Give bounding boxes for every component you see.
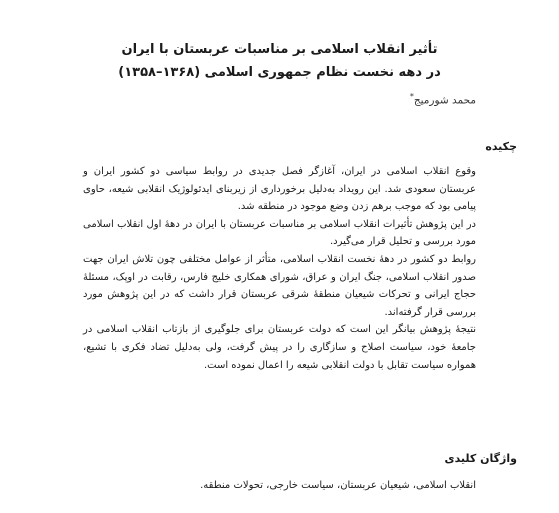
author-name xyxy=(410,92,476,107)
author-text: محمد شورمیج xyxy=(413,94,476,107)
abstract-paragraph-2: در این پژوهش تأثیرات انقلاب اسلامی بر مناسبات عربستان با ایران در دهۀ اول انقلاب اسلامی مورد بررسی و تحلیل قرار می‌گیرد. xyxy=(83,218,476,248)
title-line-2: در دهه نخست نظام جمهوری اسلامی (۱۳۶۸–۱۳۵۸) xyxy=(118,65,441,80)
abstract-heading: چکیده xyxy=(485,140,517,153)
keywords-list: انقلاب اسلامی، شیعیان عربستان، سیاست خارجی، تحولات منطقه. xyxy=(200,480,476,491)
abstract-paragraph-1: وقوع انقلاب اسلامی در ایران، آغازگر فصل جدیدی در روابط سیاسی دو کشور ایران و عربستان سعودی شد. این رویداد به‌دلیل برخورداری از زیربنای ایدئولوژیک انقلابی شیعه، حاوی پیامی بود که موجب برهم زدن وضع موجود در منطقه شد. xyxy=(83,166,476,213)
abstract-paragraph-3: روابط دو کشور در دهۀ نخست انقلاب اسلامی، متأثر از عوامل مختلفی چون تلاش ایران جهت صدور انقلاب اسلامی، جنگ ایران و عراق، شورای همکاری خلیج فارس، رقابت در اوپک، مسئلۀ حجاج ایرانی و تحرکات شیعیان منطقۀ شرقی عربستان قرار داشت که در این پژوهش مورد بررسی قرار گرفته‌اند. xyxy=(83,253,476,318)
title-line-1: تأثیر انقلاب اسلامی بر مناسبات عربستان با ایران xyxy=(121,42,438,57)
paper-title xyxy=(40,38,519,84)
abstract-paragraph-4: نتیجۀ پژوهش بیانگر این است که دولت عربستان برای جلوگیری از بازتاب انقلاب اسلامی در جامعۀ خود، سیاست اصلاح و سازگاری را در پیش گرفت، ولی به‌دلیل تضاد فکری با تشیع، همواره سیاست تقابل با دولت انقلابی شیعه را اعمال نموده است. xyxy=(83,324,476,371)
keywords-heading: واژگان کلیدی xyxy=(444,452,517,465)
abstract-body xyxy=(83,163,476,374)
author-footnote-mark: * xyxy=(409,92,414,101)
